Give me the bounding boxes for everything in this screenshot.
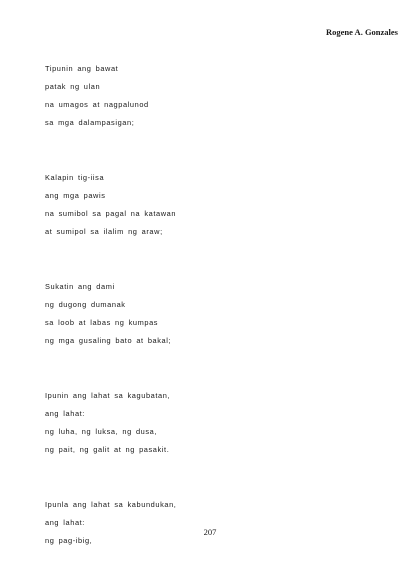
poem-line: ng pag-ibig, [45,536,93,545]
stanza-2 [45,169,176,241]
page-number: 207 [203,527,217,537]
poem-line: ang mga pawis [45,191,106,200]
poem-line: ang lahat: [45,409,85,418]
poem-body [45,60,176,587]
poem-line: Tipunin ang bawat [45,64,119,73]
poem-line: ng pait, ng galit at ng pasakit. [45,445,170,454]
stanza-4 [45,387,176,459]
poem-line: Ipunin ang lahat sa kagubatan, [45,391,171,400]
poem-line: ng mga gusaling bato at bakal; [45,336,172,345]
poem-line: na sumibol sa pagal na katawan [45,209,177,218]
poem-line: Ipunla ang lahat sa kabundukan, [45,500,177,509]
stanza-5 [45,496,176,550]
author-header: Rogene A. Gonzales [325,27,398,37]
poem-line: patak ng ulan [45,82,101,91]
poem-line: sa loob at labas ng kumpas [45,318,159,327]
poem-line: Sukatin ang dami [45,282,115,291]
stanza-3 [45,278,176,350]
poem-line: ng dugong dumanak [45,300,126,309]
poem-line: ang lahat: [45,518,85,527]
poem-line: na umagos at nagpalunod [45,100,149,109]
poem-line: ng luha, ng luksa, ng dusa, [45,427,158,436]
poem-line: sa mga dalampasigan; [45,118,135,127]
poem-line: Kalapin tig-iisa [45,173,105,182]
stanza-1 [45,60,176,132]
poem-line: at sumipol sa ilalim ng araw; [45,227,163,236]
